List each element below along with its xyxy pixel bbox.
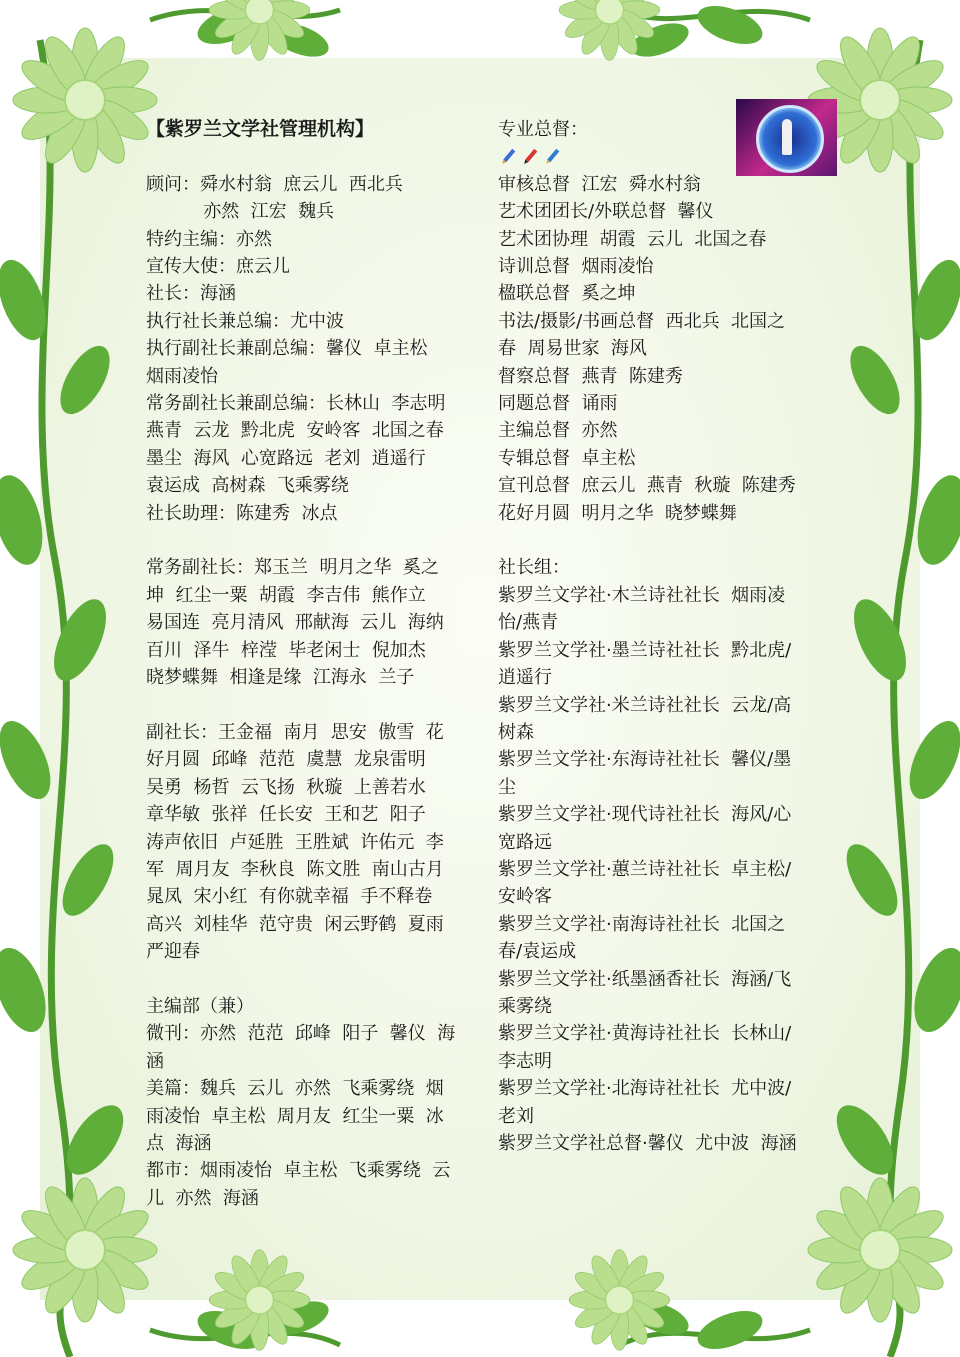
text-line: 常务副社长兼副总编：长林山 李志明	[146, 393, 446, 415]
text-line: 紫罗兰文学社·纸墨涵香社长 海涵/飞	[498, 968, 792, 990]
text-line: 紫罗兰文学社·墨兰诗社社长 黔北虎/	[498, 639, 792, 661]
text-line: 春/袁运成	[498, 941, 577, 963]
text-line: 雨凌怡 卓主松 周月友 红尘一粟 冰	[146, 1105, 444, 1127]
text-line	[146, 143, 466, 170]
text-line: 艺术团协理 胡霞 云儿 北国之春	[498, 228, 767, 250]
text-line: 宣刊总督 庶云儿 燕青 秋璇 陈建秀	[498, 475, 796, 497]
text-line: 紫罗兰文学社·蕙兰诗社社长 卓主松/	[498, 858, 792, 880]
text-line: 特约主编：亦然	[146, 228, 272, 250]
text-line: 社长助理：陈建秀 冰点	[146, 502, 338, 524]
text-line: 宽路远	[498, 831, 552, 853]
text-line: 紫罗兰文学社·东海诗社社长 馨仪/墨	[498, 749, 792, 771]
text-line: 李志明	[498, 1050, 552, 1072]
text-line	[146, 527, 466, 554]
text-line: 社长：海涵	[146, 283, 236, 305]
text-line: 同题总督 诵雨	[498, 393, 618, 415]
left-column	[146, 116, 466, 1212]
text-line	[498, 527, 818, 554]
text-line: 好月圆 邱峰 范范 虞慧 龙泉雷明	[146, 749, 426, 771]
text-line: 晁凤 宋小红 有你就幸福 手不释卷	[146, 886, 433, 908]
text-line: 墨尘 海风 心宽路远 老刘 逍遥行	[146, 447, 426, 469]
text-line: 袁运成 高树森 飞乘雾绕	[146, 475, 349, 497]
text-line: 专业总督：	[498, 119, 588, 140]
text-line: 副社长：王金福 南月 思安 傲雪 花	[146, 721, 444, 743]
text-line: 常务副社长：郑玉兰 明月之华 奚之	[146, 557, 439, 579]
flower-top-left	[13, 28, 157, 172]
text-line: 宣传大使：庶云儿	[146, 256, 290, 278]
text-line: 主编总督 亦然	[498, 420, 618, 442]
text-line: 紫罗兰文学社·黄海诗社社长 长林山/	[498, 1023, 792, 1045]
text-line: 高兴 刘桂华 范守贵 闲云野鹤 夏雨	[146, 913, 444, 935]
pencil-icon	[542, 147, 562, 167]
text-line: 百川 泽牛 梓滢 毕老闲士 倪加杰	[146, 639, 426, 661]
text-line: 紫罗兰文学社·木兰诗社社长 烟雨凌	[498, 584, 786, 606]
text-line: 执行社长兼总编：尤中波	[146, 310, 344, 332]
text-line: 专辑总督 卓主松	[498, 447, 636, 469]
text-line: 紫罗兰文学社·北海诗社社长 尤中波/	[498, 1078, 792, 1100]
text-line: 易国连 亮月清风 邢献海 云儿 海纳	[146, 612, 444, 634]
text-line: 儿 亦然 海涵	[146, 1187, 259, 1209]
text-line: 紫罗兰文学社·南海诗社社长 北国之	[498, 913, 786, 935]
text-line: 亦然 江宏 魏兵	[146, 201, 335, 223]
text-line: 章华敏 张祥 任长安 王和艺 阳子	[146, 804, 426, 826]
text-line: 晓梦蝶舞 相逢是缘 江海永 兰子	[146, 667, 415, 689]
document-title: 【紫罗兰文学社管理机构】	[146, 118, 375, 140]
text-line: 花好月圆 明月之华 晓梦蝶舞	[498, 502, 737, 524]
text-line: 审核总督 江宏 舜水村翁	[498, 173, 701, 195]
text-line: 主编部（兼）	[146, 995, 254, 1017]
crayon-icon	[520, 147, 540, 167]
text-line: 微刊：亦然 范范 邱峰 阳子 馨仪 海	[146, 1023, 456, 1045]
brush-icon	[498, 147, 518, 167]
text-line: 坤 红尘一粟 胡霞 李吉伟 熊作立	[146, 584, 426, 606]
text-line: 诗训总督 烟雨凌怡	[498, 256, 654, 278]
text-line: 春 周易世家 海风	[498, 338, 647, 360]
text-line: 吴勇 杨哲 云飞扬 秋璇 上善若水	[146, 776, 426, 798]
text-line: 书法/摄影/书画总督 西北兵 北国之	[498, 310, 786, 332]
text-line: 督察总督 燕青 陈建秀	[498, 365, 683, 387]
text-line: 涛声依旧 卢延胜 王胜斌 许佑元 李	[146, 831, 444, 853]
text-line: 逍遥行	[498, 667, 552, 689]
text-line: 树森	[498, 721, 534, 743]
text-line: 怡/燕青	[498, 612, 559, 634]
text-line: 顾问：舜水村翁 庶云儿 西北兵	[146, 173, 403, 195]
pen-icons	[498, 143, 818, 170]
text-line: 尘	[498, 776, 516, 798]
text-line: 严迎春	[146, 941, 200, 963]
text-line: 乘雾绕	[498, 995, 552, 1017]
text-line: 艺术团团长/外联总督 馨仪	[498, 201, 714, 223]
text-line: 都市：烟雨凌怡 卓主松 飞乘雾绕 云	[146, 1160, 451, 1182]
text-line: 军 周月友 李秋良 陈文胜 南山古月	[146, 858, 444, 880]
text-line: 烟雨凌怡	[146, 365, 218, 387]
text-line: 紫罗兰文学社·现代诗社社长 海风/心	[498, 804, 792, 826]
text-line: 燕青 云龙 黔北虎 安岭客 北国之春	[146, 420, 444, 442]
text-line: 老刘	[498, 1105, 534, 1127]
text-line: 美篇：魏兵 云儿 亦然 飞乘雾绕 烟	[146, 1078, 444, 1100]
text-line	[146, 966, 466, 993]
text-line: 楹联总督 奚之坤	[498, 283, 636, 305]
text-line	[146, 692, 466, 719]
text-line: 紫罗兰文学社总督·馨仪 尤中波 海涵	[498, 1133, 797, 1154]
text-line: 安岭客	[498, 886, 552, 908]
text-line: 紫罗兰文学社·米兰诗社社长 云龙/高	[498, 694, 792, 716]
text-line: 点 海涵	[146, 1132, 212, 1154]
text-line: 涵	[146, 1050, 164, 1072]
text-line: 社长组：	[498, 557, 570, 579]
right-column	[498, 116, 818, 1157]
text-line: 执行副社长兼副总编：馨仪 卓主松	[146, 338, 428, 360]
